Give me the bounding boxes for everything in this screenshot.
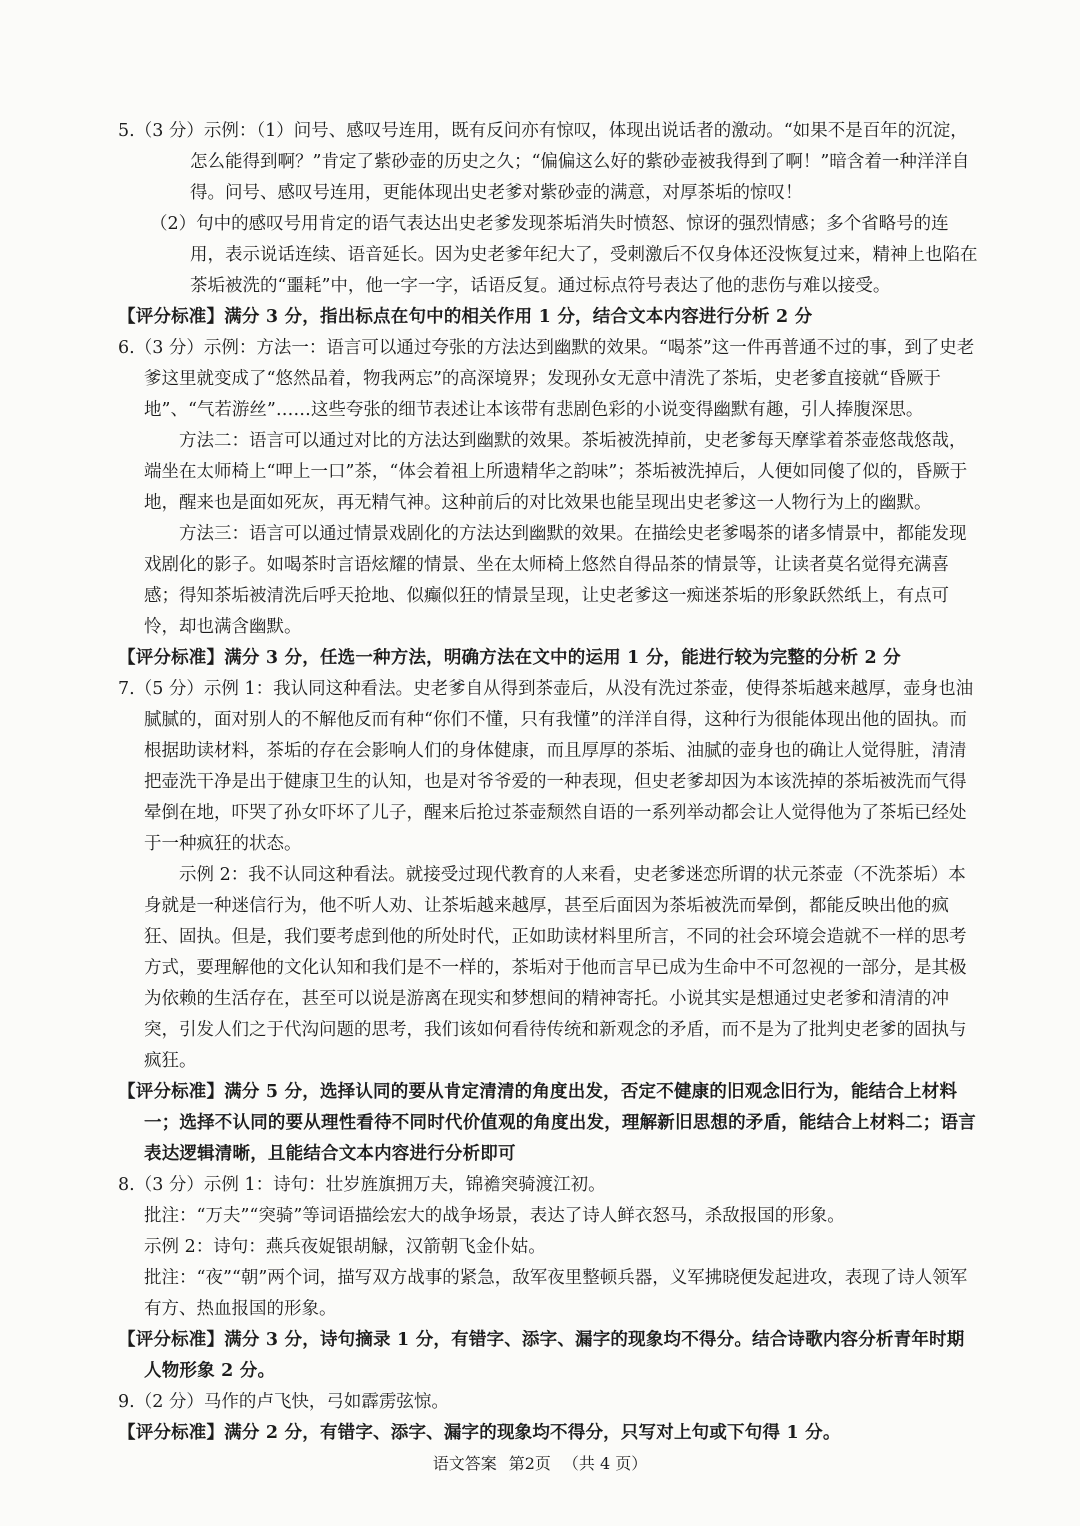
- footer-total-pages: （共 4 页）: [562, 1454, 648, 1473]
- q7-example2: 示例 2：我不认同这种看法。就接受过现代教育的人来看，史老爹迷恋所谓的状元茶壶（不洗茶垢）本身就是一种迷信行为，他不听人劝、让茶垢越来越厚，甚至后面因为茶垢被洗而晕倒，都能反映出他的疯狂、固执。但是，我们要考虑到他的所处时代，正如助读材料里所言，不同的社会环境会造就不一样的思考方式，要理解他的文化认知和我们是不一样的，茶垢对于他而言早已成为生命中不可忽视的一部分，是其极为依赖的生活存在，甚至可以说是游离在现实和梦想间的精神寄托。小说其实是想通过史老爹和清清的冲突，引发人们之于代沟问题的思考，我们该如何看待传统和新观念的矛盾，而不是为了批判史老爹的固执与疯狂。: [144, 865, 967, 1071]
- q8-example2: 示例 2：诗句：燕兵夜娖银胡觮，汉箭朝飞金仆姑。: [144, 1237, 546, 1257]
- footer-page-number: 第2页: [508, 1454, 551, 1473]
- q6-method2: 方法二：语言可以通过对比的方法达到幽默的效果。茶垢被洗掉前，史老爹每天摩挲着茶壶悠哉悠哉，端坐在太师椅上“呷上一口”茶，“体会着祖上所遗精华之韵味”；茶垢被洗掉后，人便如同傻了似的，昏厥于地，醒来也是面如死灰，再无精气神。这种前后的对比效果也能呈现出史老爹这一人物行为上的幽默。: [144, 431, 968, 513]
- question-6: [118, 333, 978, 674]
- q9-criteria: 【评分标准】满分 2 分，有错字、添字、漏字的现象均不得分，只写对上句或下句得 1 分。: [118, 1423, 841, 1443]
- q6-method3: 方法三：语言可以通过情景戏剧化的方法达到幽默的效果。在描绘史老爹喝茶的诸多情景中，都能发现戏剧化的影子。如喝茶时言语炫耀的情景、坐在太师椅上悠然自得品茶的情景等，让读者莫名觉得充满喜感；得知茶垢被清洗后呼天抢地、似癫似狂的情景呈现，让史老爹这一痴迷茶垢的形象跃然纸上，有点可怜，却也满含幽默。: [144, 524, 967, 637]
- q7-example1: 7.（5 分）示例 1：我认同这种看法。史老爹自从得到茶壶后，从没有洗过茶壶，使得茶垢越来越厚，壶身也油腻腻的，面对别人的不解他反而有种“你们不懂，只有我懂”的洋洋自得，这种行为很能体现出他的固执。而根据助读材料，茶垢的存在会影响人们的身体健康，而且厚厚的茶垢、油腻的壶身也的确让人觉得脏，清清把壶洗干净是出于健康卫生的认知，也是对爷爷爱的一种表现，但史老爹却因为本该洗掉的茶垢被洗而气得晕倒在地，吓哭了孙女吓坏了儿子，醒来后抢过茶壶颓然自语的一系列举动都会让人觉得他为了茶垢已经处于一种疯狂的状态。: [118, 679, 974, 854]
- answer-body: [118, 116, 978, 1449]
- question-8: [118, 1170, 978, 1387]
- page-footer: [0, 1452, 1080, 1476]
- q5-criteria: 【评分标准】满分 3 分，指出标点在句中的相关作用 1 分，结合文本内容进行分析 2 分: [118, 307, 813, 327]
- q8-note2: 批注：“夜”“朝”两个词，描写双方战事的紧急，敌军夜里整顿兵器，义军拂晓便发起进攻，表现了诗人领军有方、热血报国的形象。: [144, 1268, 968, 1319]
- q8-criteria: 【评分标准】满分 3 分，诗句摘录 1 分，有错字、添字、漏字的现象均不得分。结合诗歌内容分析青年时期人物形象 2 分。: [118, 1330, 965, 1381]
- footer-subject: 语文答案: [432, 1454, 497, 1473]
- q8-note1: 批注：“万夫”“突骑”等词语描绘宏大的战争场景，表达了诗人鲜衣怒马，杀敌报国的形象。: [144, 1206, 845, 1226]
- question-5: [118, 116, 978, 333]
- q8-example1: 8.（3 分）示例 1：诗句：壮岁旌旗拥万夫，锦襜突骑渡江初。: [118, 1175, 606, 1195]
- q5-answer: 5.（3 分）示例：（1）问号、感叹号连用，既有反问亦有惊叹，体现出说话者的激动。“如果不是百年的沉淀，怎么能得到啊？”肯定了紫砂壶的历史之久；“偏偏这么好的紫砂壶被我得到了啊！”暗含着一种洋洋自得。问号、感叹号连用，更能体现出史老爹对紫砂壶的满意，对厚茶垢的惊叹！: [118, 121, 970, 203]
- q9-answer: 9.（2 分）马作的卢飞快，弓如霹雳弦惊。: [118, 1392, 449, 1412]
- q6-answer: 6.（3 分）示例：方法一：语言可以通过夸张的方法达到幽默的效果。“喝茶”这一件再普通不过的事，到了史老爹这里就变成了“悠然品着，物我两忘”的高深境界；发现孙女无意中清洗了茶垢，史老爹直接就“昏厥于地”、“气若游丝”……这些夸张的细节表述让本该带有悲剧色彩的小说变得幽默有趣，引人捧腹深思。: [118, 338, 975, 420]
- q6-criteria: 【评分标准】满分 3 分，任选一种方法，明确方法在文中的运用 1 分，能进行较为完整的分析 2 分: [118, 648, 901, 668]
- q5-part2: （2）句中的感叹号用肯定的语气表达出史老爹发现茶垢消失时愤怒、惊讶的强烈情感；多个省略号的连用，表示说话连续、语音延长。因为史老爹年纪大了，受刺激后不仅身体还没恢复过来，精神上也陷在茶垢被洗的“噩耗”中，他一字一字，话语反复。通过标点符号表达了他的悲伤与难以接受。: [150, 214, 978, 296]
- question-9: [118, 1387, 978, 1449]
- q7-criteria: 【评分标准】满分 5 分，选择认同的要从肯定清清的角度出发，否定不健康的旧观念旧行为，能结合上材料一；选择不认同的要从理性看待不同时代价值观的角度出发，理解新旧思想的矛盾，能结合上材料二；语言表达逻辑清晰，且能结合文本内容进行分析即可: [118, 1082, 976, 1164]
- question-7: [118, 674, 978, 1170]
